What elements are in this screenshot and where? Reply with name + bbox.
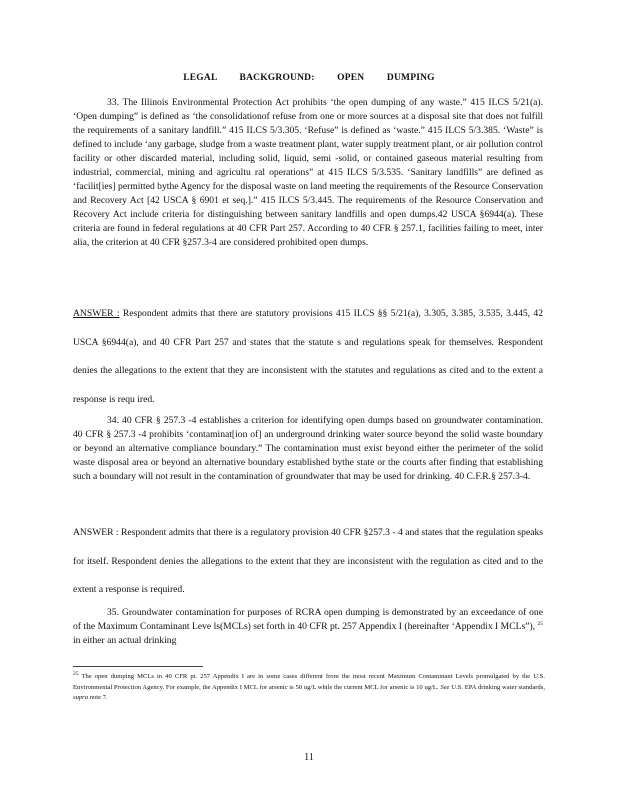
answer-text: Respondent admits that there is a regulatory provision 40 CFR §257.3 - 4 and states that the regulation speaks for itself. Respondent denies the allegations to the extent that they are inconsistent with the regulation as cited and to the extent a response is required. bbox=[73, 527, 543, 595]
section-heading: LEGAL BACKGROUND: OPEN DUMPING bbox=[183, 73, 435, 83]
answer-label: ANSWER : bbox=[73, 527, 119, 538]
footnote-see: See bbox=[440, 683, 450, 691]
footnote-note-ref: note 7. bbox=[89, 694, 108, 701]
paragraph-35-continuation: in either an actual drinking bbox=[73, 635, 177, 646]
footnote-supra: supra bbox=[73, 694, 89, 701]
footnote-divider bbox=[73, 666, 203, 667]
footnote-source: U.S. EPA drinking water standards, bbox=[451, 683, 545, 691]
page-number: 11 bbox=[304, 752, 314, 763]
footnote-text: The open dumping MCLs in 40 CFR pt. 257 Appendix I are in some cases different from the most recent Maximum Contaminant Levels promulgated by the U.S. Environmental Protection Agency. For example, the Appendix I MCL for arsenic is 50 ug/L while the current MCL for arsenic is 10 ug/L. bbox=[73, 673, 545, 691]
paragraph-35 bbox=[73, 606, 543, 648]
paragraph-33: 33. The Illinois Environmental Protection Act prohibits ‘the open dumping of any waste.” 415 ILCS 5/21(a). ‘Open dumping” is defined as ‘the consolidationof refuse from one or more sources at a disposal site that does not fulfill the requirements of a sanitary landfill.” 415 ILCS 5/3.305. ‘Refuse” is defined as ‘waste.” 415 ILCS 5/3.385. ‘Waste” is defined to include ‘any garbage, sludge from a waste treatment plant, water supply treatment plant, or air pollution control facility or other discarded material, including solid, liquid, semi -solid, or contained gaseous material resulting from industrial, commercial, mining and agricultu ral operations” at 415 ILCS 5/3.535. ‘Sanitary landfills” are defined as ‘facilit[ies] permitted bythe Agency for the disposal waste on land meeting the requirements of the Resource Conservation and Recovery Act [42 USCA § 6901 et seq.].” 415 ILCS 5/3.445. The requirements of the Resource Conservation and Recovery Act include criteria for distinguishing between sanitary landfills and open dumps.42 USCA §6944(a). These criteria are found in federal regulations at 40 CFR Part 257. According to 40 CFR § 257.1, facilities failing to meet, inter alia, the criterion at 40 CFR §257.3-4 are considered prohibited open dumps. bbox=[73, 97, 543, 248]
footnote-mark: 25 bbox=[73, 670, 79, 677]
footnote-reference[interactable]: 25 bbox=[537, 620, 543, 627]
paragraph-35-text: 35. Groundwater contamination for purposes of RCRA open dumping is demonstrated by an exceedance of one of the Maximum Contaminant Leve ls(MCLs) set forth in 40 CFR pt. 257 Appendix I (hereinafter ‘Appendix I MCLs”), bbox=[73, 607, 543, 632]
answer-label: ANSWER : bbox=[73, 308, 120, 319]
answer-34 bbox=[73, 519, 543, 605]
answer-33 bbox=[73, 300, 543, 414]
answer-text: Respondent admits that there are statutory provisions 415 ILCS §§ 5/21(a), 3.305, 3.385, 3.535, 3.445, 42 USCA §6944(a), and 40 CFR Part 257 and states that the statute s and regulations speak for themselves. Respondent denies the allegations to the extent that they are inconsistent with the statutes and regulations as cited and to the extent a response is requ ired. bbox=[73, 308, 543, 405]
footnote-25 bbox=[73, 672, 545, 704]
paragraph-34: 34. 40 CFR § 257.3 -4 establishes a criterion for identifying open dumps based on groundwater contamination. 40 CFR § 257.3 -4 prohibits ‘contaminat[ion of] an underground drinking water source beyond the solid waste boundary or beyond an alternative compliance boundary.” The contamination must exist beyond either the perimeter of the solid waste disposal area or beyond an alternative boundary established bythe state or the courts after finding that establishing such a boundary will not result in the contamination of groundwater that may be used for drinking. 40 C.F.R.§ 257.3-4. bbox=[73, 415, 543, 482]
